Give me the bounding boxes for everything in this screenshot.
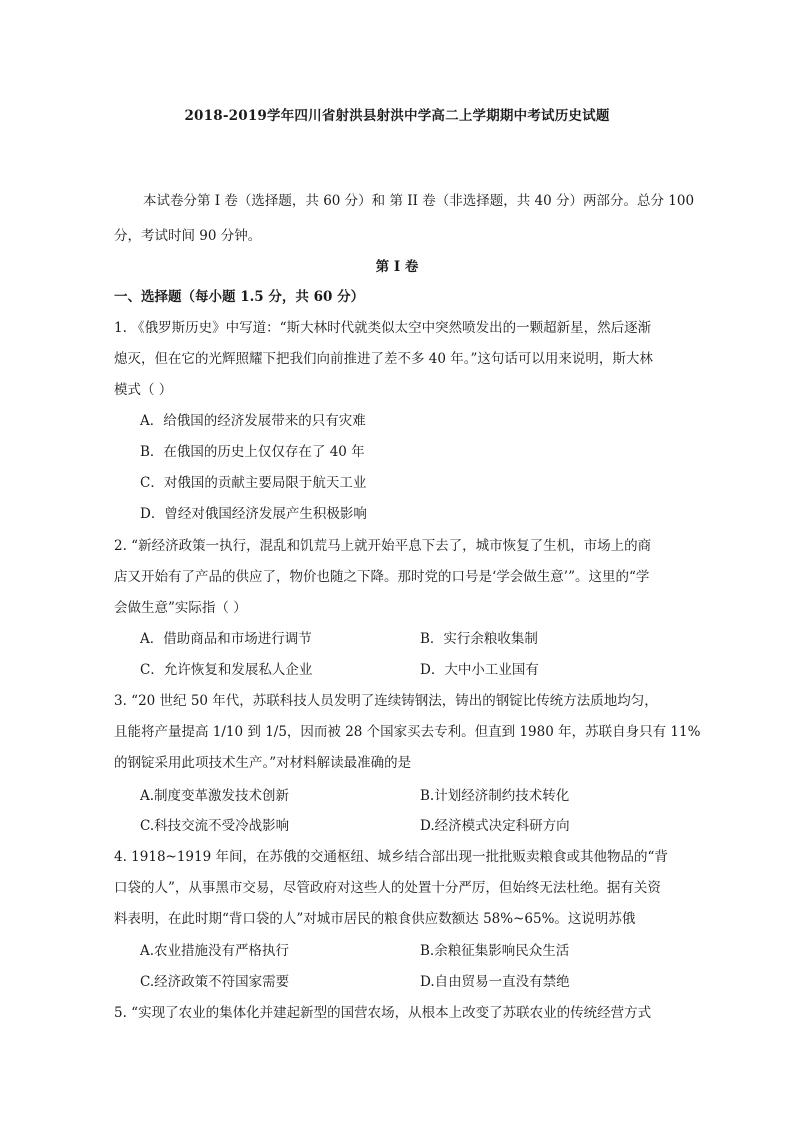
intro-line-2: 分，考试时间 90 分钟。 — [114, 228, 262, 244]
section-header: 第 Ⅰ 卷 — [375, 259, 419, 275]
document-title: 2018-2019学年四川省射洪县射洪中学高二上学期期中考试历史试题 — [184, 108, 610, 124]
intro-line-1: 本试卷分第 I 卷（选择题，共 60 分）和 第 II 卷（非选择题，共 40 分）两部分。总分 100 — [143, 193, 695, 209]
question-1-line-3: 模式（ ） — [114, 382, 173, 398]
question-3-line-2: 且能将产量提高 1/10 到 1/5，因而被 28 个国家买去专利。但直到 1980 年，苏联自身只有 11% — [114, 724, 701, 740]
question-4-line-1: 4. 1918~1919 年间，在苏俄的交通枢纽、城乡结合部出现一批批贩卖粮食或其他物品的“背 — [114, 849, 668, 865]
question-2-option-d: D．大中小工业国有 — [420, 662, 539, 678]
question-3-option-a: A.制度变革激发技术创新 — [140, 788, 290, 804]
question-4-line-3: 料表明，在此时期“背口袋的人”对城市居民的粮食供应数额达 58%~65%。这说明苏俄 — [114, 911, 636, 927]
question-3-option-b: B.计划经济制约技术转化 — [420, 788, 570, 804]
question-4-line-2: 口袋的人”，从事黑市交易，尽管政府对这些人的处置十分严厉，但始终无法杜绝。据有关资 — [114, 880, 661, 896]
question-1-line-2: 熄灭，但在它的光辉照耀下把我们向前推进了差不多 40 年。”这句话可以用来说明，斯大林 — [114, 351, 653, 367]
question-1-line-1: 1. 《俄罗斯历史》中写道：“斯大林时代就类似太空中突然喷发出的一颗超新星，然后逐渐 — [114, 320, 652, 336]
question-1-option-b: B．在俄国的历史上仅仅存在了 40 年 — [140, 444, 365, 460]
question-4-option-c: C.经济政策不符国家需要 — [140, 974, 290, 990]
question-2-line-1: 2. “新经济政策一执行，混乱和饥荒马上就开始平息下去了，城市恢复了生机，市场上的商 — [114, 538, 652, 554]
question-4-option-b: B.余粮征集影响民众生活 — [420, 943, 570, 959]
question-2-option-c: C．允许恢复和发展私人企业 — [140, 662, 313, 678]
question-2-option-a: A．借助商品和市场进行调节 — [140, 631, 312, 647]
question-1-option-d: D．曾经对俄国经济发展产生积极影响 — [140, 506, 367, 522]
question-3-line-1: 3. “20 世纪 50 年代，苏联科技人员发明了连续铸钢法，铸出的钢锭比传统方法质地均匀， — [114, 693, 658, 709]
question-2-line-3: 会做生意”实际指（ ） — [114, 600, 247, 616]
question-3-option-d: D.经济模式决定科研方向 — [420, 818, 570, 834]
question-3-option-c: C.科技交流不受冷战影响 — [140, 818, 290, 834]
question-4-option-d: D.自由贸易一直没有禁绝 — [420, 974, 570, 990]
question-3-line-3: 的钢锭采用此项技术生产。”对材料解读最准确的是 — [114, 755, 412, 771]
question-5-line-1: 5. “实现了农业的集体化并建起新型的国营农场，从根本上改变了苏联农业的传统经营方式 — [114, 1005, 652, 1021]
part-header: 一、选择题（每小题 1.5 分，共 60 分） — [114, 289, 365, 305]
question-2-option-b: B．实行余粮收集制 — [420, 631, 538, 647]
question-1-option-a: A．给俄国的经济发展带来的只有灾难 — [140, 413, 366, 429]
question-1-option-c: C．对俄国的贡献主要局限于航天工业 — [140, 475, 367, 491]
question-4-option-a: A.农业措施没有严格执行 — [140, 943, 290, 959]
question-2-line-2: 店又开始有了产品的供应了，物价也随之下降。那时党的口号是‘学会做生意’”。这里的“学 — [114, 569, 650, 585]
